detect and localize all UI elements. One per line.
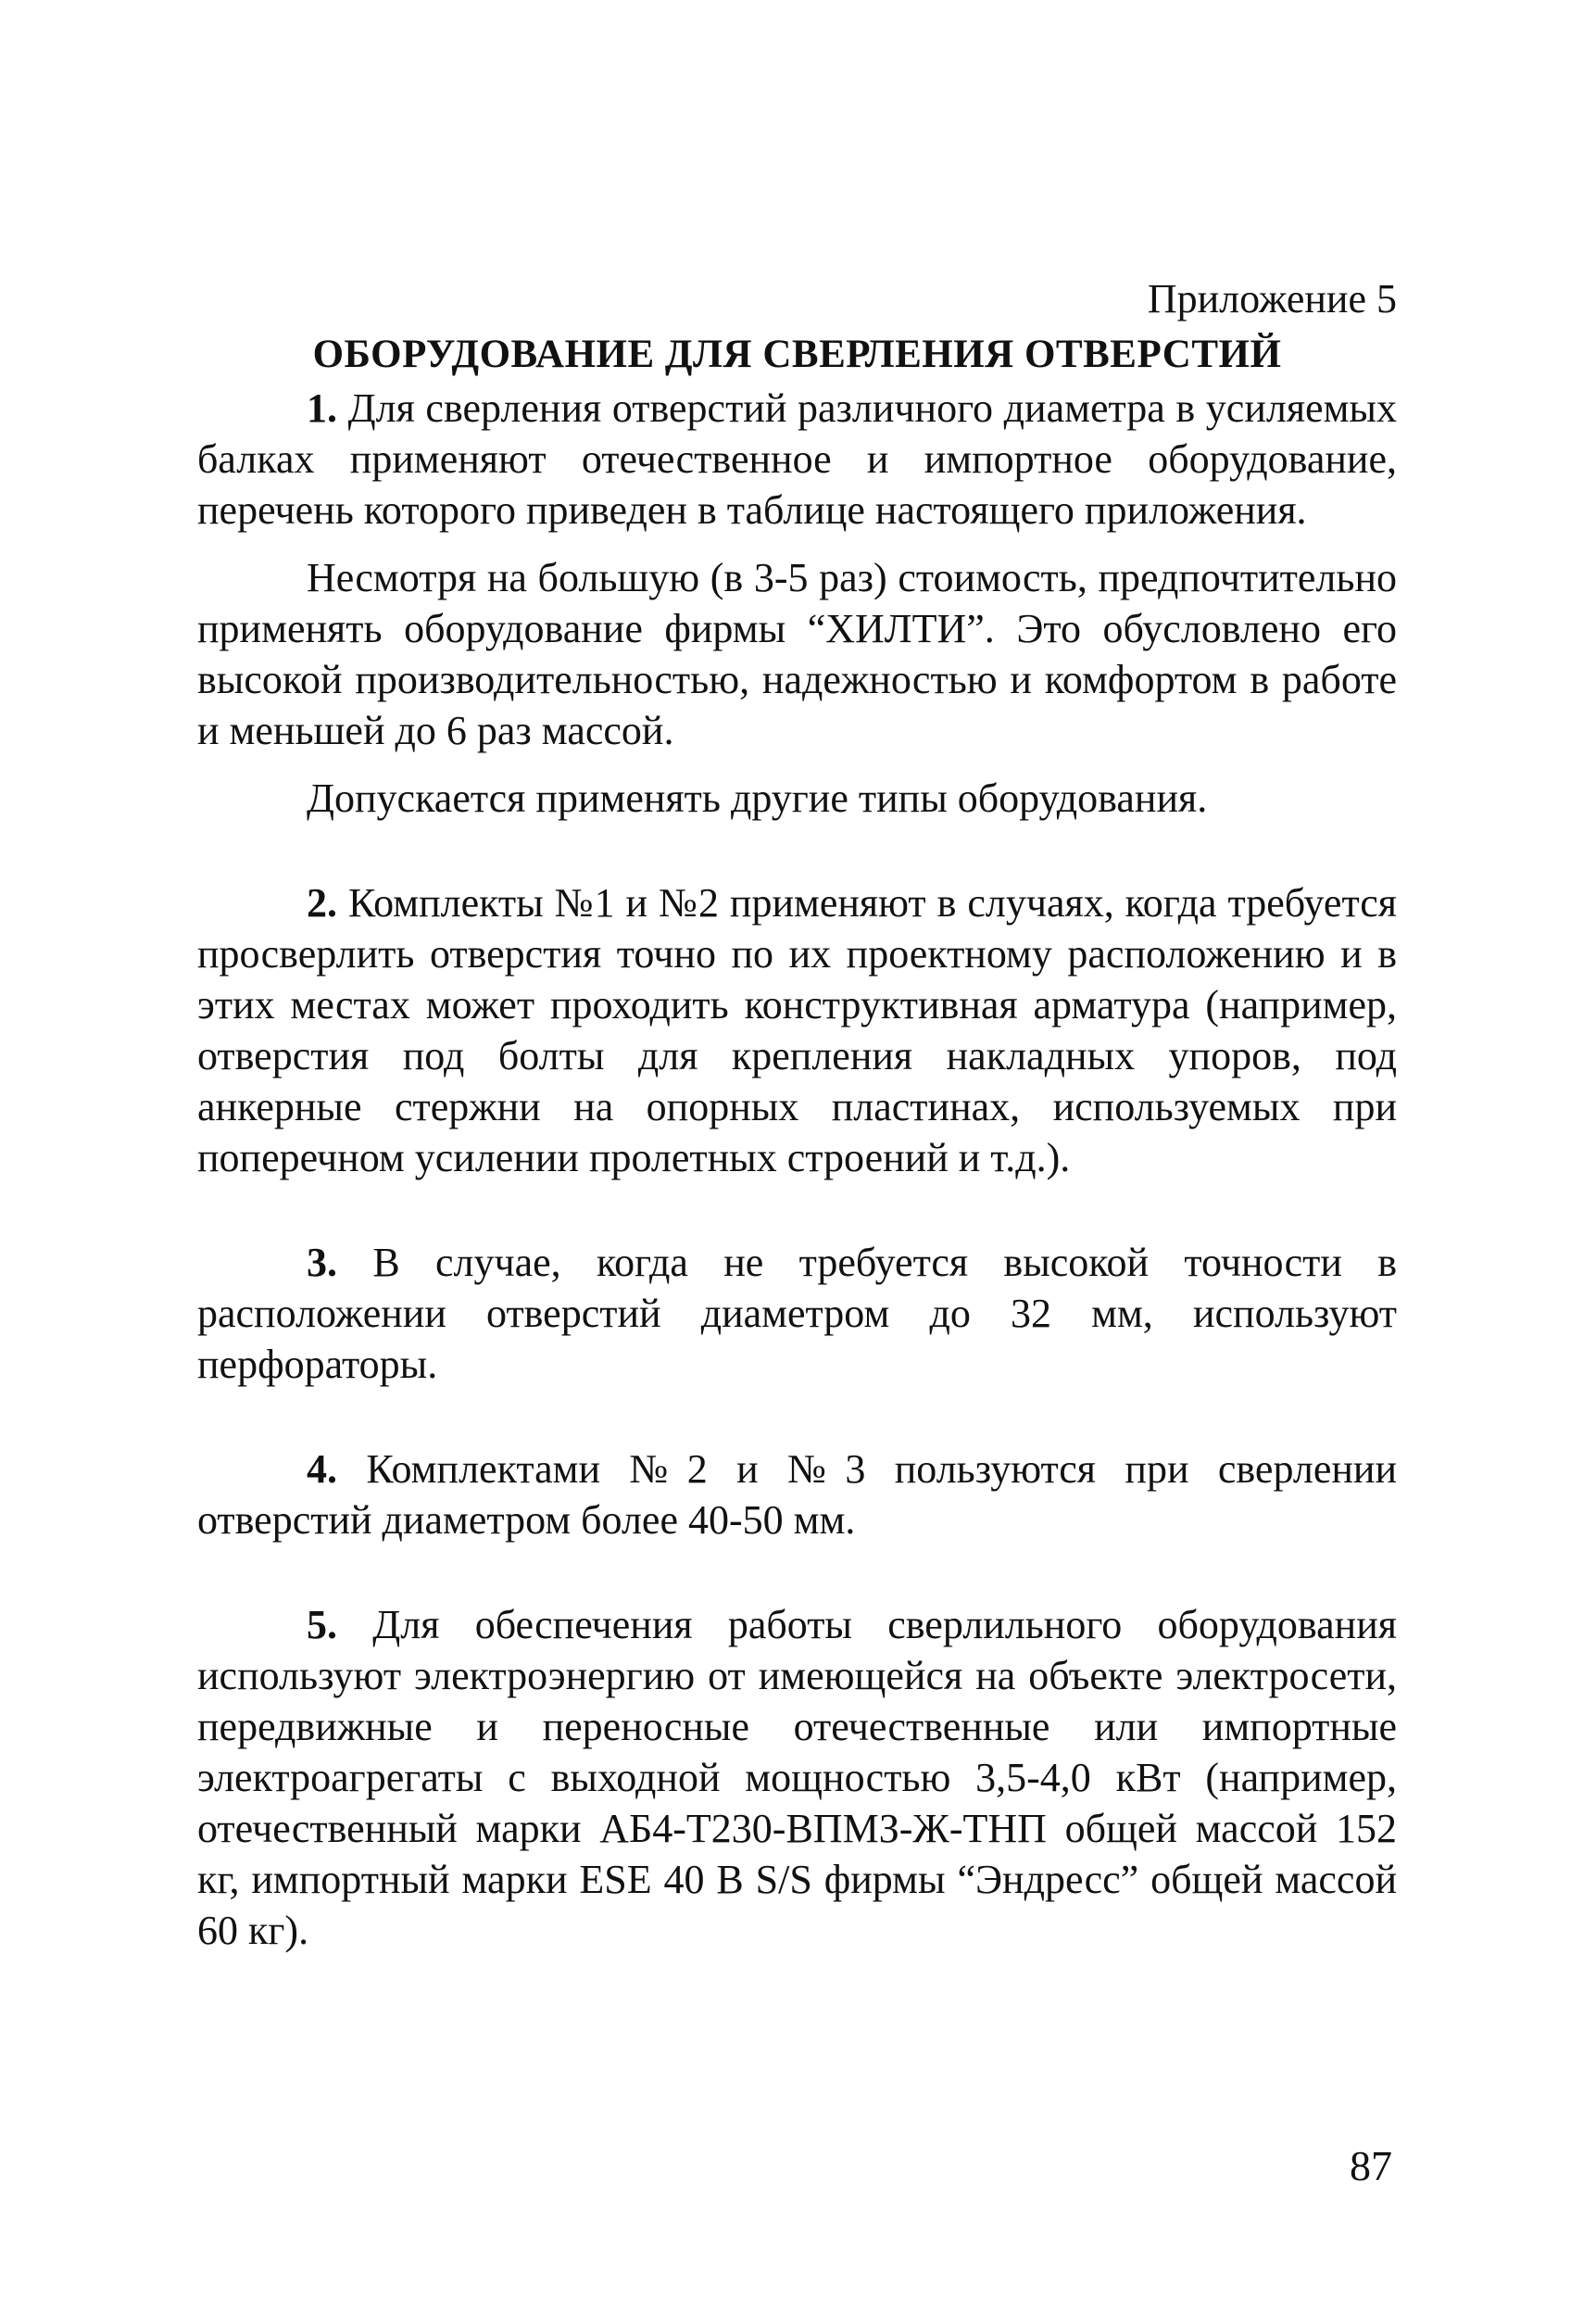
page-title: ОБОРУДОВАНИЕ ДЛЯ СВЕРЛЕНИЯ ОТВЕРСТИЙ (312, 333, 1282, 376)
paragraph-number: 2. (307, 880, 337, 926)
paragraph-1-cont (197, 552, 1397, 756)
paragraph-4 (197, 1444, 1397, 1545)
paragraph-number: 1. (307, 385, 337, 431)
page-content (197, 271, 1397, 1956)
paragraph-text: Для обеспечения работы сверлильного оборудования используют электроэнергию от имеющейся на объекте электросети, передвижные и переносные отечественные или импортные электроагрегаты с выходной мощностью 3,5-4,0 кВт (например, отечественный марки АБ4-Т230-ВПМЗ-Ж-ТНП общей массой 152 кг, импортный марки ESE 40 B S/S фирмы “Эндресс” общей массой 60 кг). (197, 1602, 1397, 1953)
paragraph-number: 5. (307, 1602, 337, 1647)
paragraph-text: Комплекты №1 и №2 применяют в случаях, когда требуется просверлить отверстия точно по их проектному расположению и в этих местах может проходить конструктивная арматура (например, отверстия под болты для крепления накладных упоров, под анкерные стержни на опорных пластинах, используемых при поперечном усилении пролетных строений и т.д.). (197, 880, 1397, 1180)
paragraph-text: Для сверления отверстий различного диаметра в усиляемых балках применяют отечественное и импортное оборудование, перечень которого приведен в таблице настоящего приложения. (197, 385, 1397, 533)
paragraph-text: Несмотря на большую (в 3-5 раз) стоимость, предпочтительно применять оборудование фирмы “ХИЛТИ”. Это обусловлено его высокой производительностью, надежностью и комфортом в работе и меньшей до 6 раз массой. (197, 555, 1397, 753)
paragraph-number: 3. (307, 1240, 337, 1285)
paragraph-number: 4. (307, 1446, 337, 1492)
page-number: 87 (1350, 2142, 1392, 2189)
paragraph-text: Комплектами №2 и №3 пользуются при сверлении отверстий диаметром более 40-50 мм. (197, 1446, 1397, 1543)
paragraph-1-note (197, 773, 1397, 824)
paragraph-text: В случае, когда не требуется высокой точности в расположении отверстий диаметром до 32 мм, используют перфораторы. (197, 1240, 1397, 1387)
paragraph-3 (197, 1237, 1397, 1390)
paragraph-text: Допускается применять другие типы оборудования. (307, 775, 1208, 821)
appendix-label: Приложение 5 (1147, 276, 1397, 322)
paragraph-2 (197, 877, 1397, 1183)
paragraph-1 (197, 383, 1397, 536)
paragraph-5 (197, 1599, 1397, 1956)
